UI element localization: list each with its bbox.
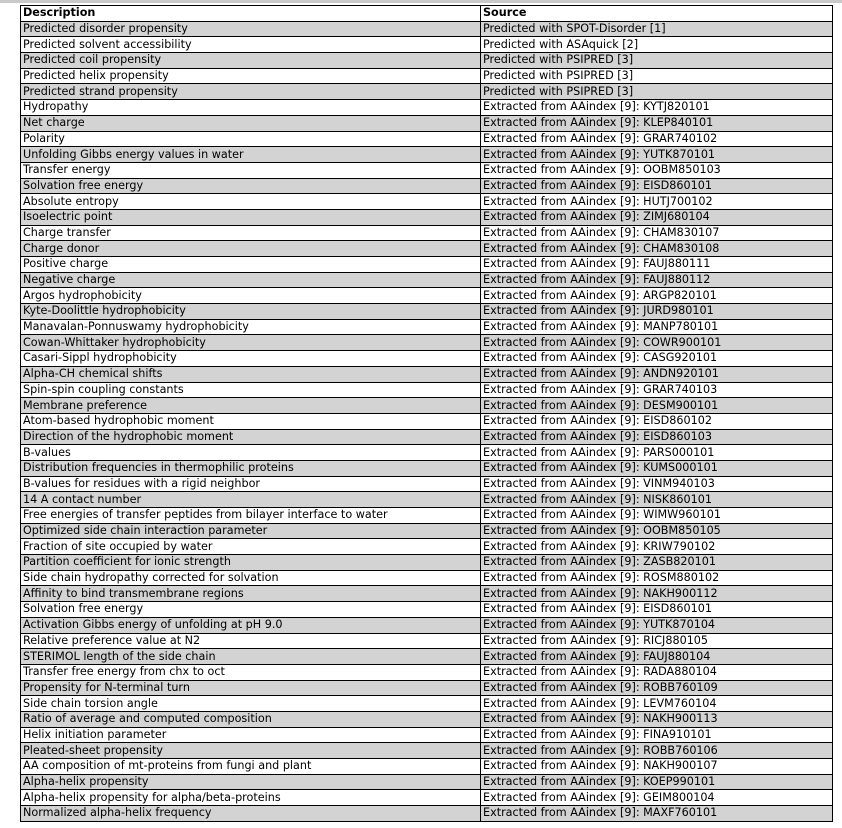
cell-source: Extracted from AAindex [9]: HUTJ700102 [481,194,833,210]
cell-description: Solvation free energy [21,602,481,618]
table-row [21,476,833,492]
cell-source: Extracted from AAindex [9]: ROSM880102 [481,570,833,586]
cell-description: Fraction of site occupied by water [21,539,481,555]
cell-description: Membrane preference [21,398,481,414]
cell-source: Extracted from AAindex [9]: FAUJ880112 [481,272,833,288]
cell-description: Helix initiation parameter [21,727,481,743]
table-row [21,53,833,69]
table-row [21,664,833,680]
table-row [21,162,833,178]
table-row [21,727,833,743]
cell-description: Ratio of average and computed composition [21,711,481,727]
cell-source: Extracted from AAindex [9]: VINM940103 [481,476,833,492]
cell-source: Extracted from AAindex [9]: FAUJ880111 [481,257,833,273]
cell-description: AA composition of mt-proteins from fungi and plant [21,759,481,775]
table-row [21,288,833,304]
cell-source: Extracted from AAindex [9]: NAKH900113 [481,711,833,727]
cell-description: Alpha-helix propensity [21,774,481,790]
table-row [21,429,833,445]
cell-source: Extracted from AAindex [9]: FAUJ880104 [481,649,833,665]
cell-description: Kyte-Doolittle hydrophobicity [21,304,481,320]
cell-source: Extracted from AAindex [9]: KOEP990101 [481,774,833,790]
cell-description: Predicted helix propensity [21,68,481,84]
cell-source: Extracted from AAindex [9]: OOBM850105 [481,523,833,539]
cell-source: Extracted from AAindex [9]: ANDN920101 [481,366,833,382]
cell-source: Extracted from AAindex [9]: CHAM830107 [481,225,833,241]
cell-source: Extracted from AAindex [9]: KRIW790102 [481,539,833,555]
cell-source: Predicted with PSIPRED [3] [481,53,833,69]
cell-source: Extracted from AAindex [9]: EISD860101 [481,178,833,194]
table-row [21,225,833,241]
cell-source: Extracted from AAindex [9]: ROBB760106 [481,743,833,759]
table-row [21,570,833,586]
cell-description: 14 A contact number [21,492,481,508]
cell-source: Extracted from AAindex [9]: GRAR740103 [481,382,833,398]
feature-source-table [20,5,833,822]
table-row [21,37,833,53]
cell-description: Predicted coil propensity [21,53,481,69]
cell-description: Predicted solvent accessibility [21,37,481,53]
cell-description: Charge donor [21,241,481,257]
cell-description: Transfer free energy from chx to oct [21,664,481,680]
cell-source: Extracted from AAindex [9]: ROBB760109 [481,680,833,696]
table-row [21,460,833,476]
table-body [21,21,833,821]
cell-source: Extracted from AAindex [9]: KUMS000101 [481,460,833,476]
cell-description: Direction of the hydrophobic moment [21,429,481,445]
table-row [21,351,833,367]
cell-source: Predicted with PSIPRED [3] [481,68,833,84]
table-row [21,366,833,382]
cell-source: Extracted from AAindex [9]: GRAR740102 [481,131,833,147]
table-header-row [21,6,833,22]
cell-description: Solvation free energy [21,178,481,194]
cell-source: Extracted from AAindex [9]: YUTK870104 [481,617,833,633]
cell-description: Unfolding Gibbs energy values in water [21,147,481,163]
cell-description: Negative charge [21,272,481,288]
cell-source: Extracted from AAindex [9]: NAKH900112 [481,586,833,602]
cell-description: Partition coefficient for ionic strength [21,555,481,571]
table-row [21,84,833,100]
cell-source: Extracted from AAindex [9]: COWR900101 [481,335,833,351]
table-row [21,696,833,712]
table-row [21,147,833,163]
cell-description: Predicted disorder propensity [21,21,481,37]
cell-source: Extracted from AAindex [9]: ZIMJ680104 [481,209,833,225]
cell-description: Relative preference value at N2 [21,633,481,649]
cell-description: Side chain hydropathy corrected for solvation [21,570,481,586]
cell-source: Extracted from AAindex [9]: MAXF760101 [481,806,833,822]
cell-source: Extracted from AAindex [9]: MANP780101 [481,319,833,335]
cell-description: Predicted strand propensity [21,84,481,100]
cell-source: Extracted from AAindex [9]: DESM900101 [481,398,833,414]
cell-source: Predicted with SPOT-Disorder [1] [481,21,833,37]
cell-source: Extracted from AAindex [9]: FINA910101 [481,727,833,743]
table-row [21,492,833,508]
cell-description: Affinity to bind transmembrane regions [21,586,481,602]
cell-description: Transfer energy [21,162,481,178]
cell-description: STERIMOL length of the side chain [21,649,481,665]
cell-description: Side chain torsion angle [21,696,481,712]
table-row [21,445,833,461]
cell-description: Optimized side chain interaction parameter [21,523,481,539]
table-row [21,272,833,288]
cell-source: Extracted from AAindex [9]: EISD860101 [481,602,833,618]
table-row [21,711,833,727]
table-row [21,21,833,37]
cell-source: Extracted from AAindex [9]: YUTK870101 [481,147,833,163]
cell-source: Extracted from AAindex [9]: KYTJ820101 [481,100,833,116]
table-row [21,398,833,414]
cell-source: Extracted from AAindex [9]: NISK860101 [481,492,833,508]
cell-description: Absolute entropy [21,194,481,210]
table-row [21,508,833,524]
cell-description: B-values [21,445,481,461]
cell-source: Extracted from AAindex [9]: CHAM830108 [481,241,833,257]
cell-description: Hydropathy [21,100,481,116]
cell-description: Normalized alpha-helix frequency [21,806,481,822]
table-row [21,602,833,618]
cell-description: Positive charge [21,257,481,273]
cell-description: Alpha-helix propensity for alpha/beta-proteins [21,790,481,806]
table-row [21,209,833,225]
table-row [21,382,833,398]
table-row [21,241,833,257]
cell-source: Extracted from AAindex [9]: CASG920101 [481,351,833,367]
table-row [21,523,833,539]
table-row [21,131,833,147]
cell-description: Spin-spin coupling constants [21,382,481,398]
cell-source: Predicted with PSIPRED [3] [481,84,833,100]
cell-description: Propensity for N-terminal turn [21,680,481,696]
table-row [21,649,833,665]
cell-description: B-values for residues with a rigid neighbor [21,476,481,492]
cell-source: Extracted from AAindex [9]: RADA880104 [481,664,833,680]
cell-description: Alpha-CH chemical shifts [21,366,481,382]
cell-description: Cowan-Whittaker hydrophobicity [21,335,481,351]
table-row [21,115,833,131]
cell-description: Argos hydrophobicity [21,288,481,304]
table-row [21,335,833,351]
cell-source: Extracted from AAindex [9]: EISD860103 [481,429,833,445]
table-row [21,555,833,571]
table-row [21,774,833,790]
table-row [21,743,833,759]
header-source: Source [481,6,833,22]
table-row [21,178,833,194]
table-row [21,68,833,84]
table-row [21,194,833,210]
cell-source: Extracted from AAindex [9]: GEIM800104 [481,790,833,806]
cell-description: Free energies of transfer peptides from bilayer interface to water [21,508,481,524]
table-row [21,790,833,806]
table-row [21,617,833,633]
cell-description: Isoelectric point [21,209,481,225]
page-top-rule [0,0,842,3]
table-row [21,759,833,775]
cell-description: Polarity [21,131,481,147]
cell-source: Predicted with ASAquick [2] [481,37,833,53]
cell-source: Extracted from AAindex [9]: KLEP840101 [481,115,833,131]
table-row [21,413,833,429]
table-row [21,319,833,335]
table-row [21,680,833,696]
cell-source: Extracted from AAindex [9]: LEVM760104 [481,696,833,712]
header-description: Description [21,6,481,22]
cell-description: Manavalan-Ponnuswamy hydrophobicity [21,319,481,335]
table-row [21,539,833,555]
cell-description: Activation Gibbs energy of unfolding at pH 9.0 [21,617,481,633]
cell-source: Extracted from AAindex [9]: WIMW960101 [481,508,833,524]
cell-source: Extracted from AAindex [9]: ZASB820101 [481,555,833,571]
table-row [21,257,833,273]
cell-source: Extracted from AAindex [9]: RICJ880105 [481,633,833,649]
cell-description: Net charge [21,115,481,131]
table-row [21,806,833,822]
table-row [21,100,833,116]
cell-description: Casari-Sippl hydrophobicity [21,351,481,367]
cell-description: Charge transfer [21,225,481,241]
cell-description: Atom-based hydrophobic moment [21,413,481,429]
cell-description: Distribution frequencies in thermophilic proteins [21,460,481,476]
cell-source: Extracted from AAindex [9]: PARS000101 [481,445,833,461]
cell-source: Extracted from AAindex [9]: JURD980101 [481,304,833,320]
cell-description: Pleated-sheet propensity [21,743,481,759]
cell-source: Extracted from AAindex [9]: EISD860102 [481,413,833,429]
table-row [21,633,833,649]
cell-source: Extracted from AAindex [9]: OOBM850103 [481,162,833,178]
cell-source: Extracted from AAindex [9]: NAKH900107 [481,759,833,775]
cell-source: Extracted from AAindex [9]: ARGP820101 [481,288,833,304]
table-row [21,586,833,602]
table-row [21,304,833,320]
